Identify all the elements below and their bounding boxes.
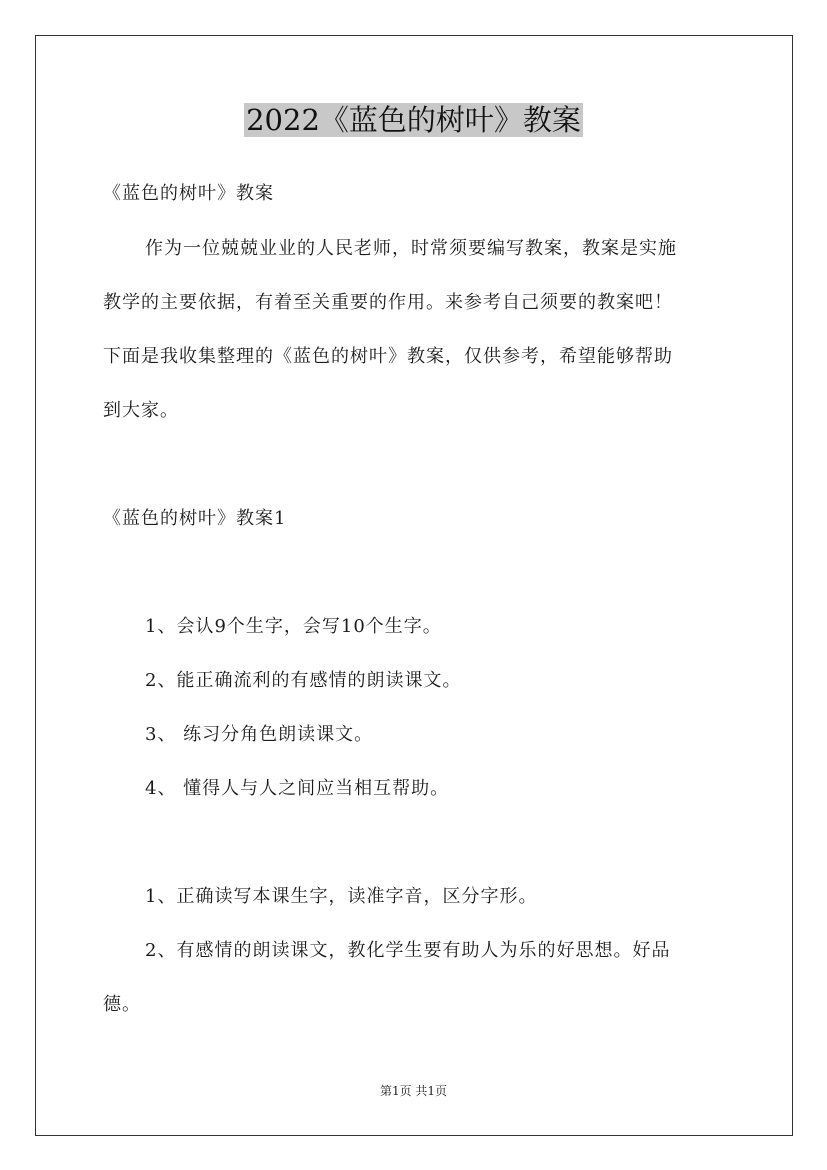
key-point-2: 2、有感情的朗读课文，教化学生要有助人为乐的好思想。好品	[145, 940, 671, 961]
intro-line-3: 下面是我收集整理的《蓝色的树叶》教案，仅供参考，希望能够帮助	[103, 346, 673, 367]
key-point-1: 1、正确读写本课生字，读准字音，区分字形。	[145, 886, 538, 907]
document-subtitle: 《蓝色的树叶》教案	[103, 183, 274, 204]
document-title: 2022《蓝色的树叶》教案	[246, 103, 581, 137]
intro-line-1: 作为一位兢兢业业的人民老师，时常须要编写教案，教案是实施	[145, 238, 677, 259]
goal-item-2: 2、能正确流利的有感情的朗读课文。	[145, 670, 462, 691]
goal-item-1: 1、会认9个生字，会写10个生字。	[145, 616, 442, 637]
goal-item-3: 3、 练习分角色朗读课文。	[145, 724, 374, 745]
page-footer: 第1页 共1页	[379, 1084, 448, 1098]
document-title-row	[0, 100, 827, 140]
intro-line-2: 教学的主要依据，有着至关重要的作用。来参考自己须要的教案吧！	[103, 292, 673, 313]
key-point-2-continued: 德。	[103, 994, 141, 1015]
section-heading: 《蓝色的树叶》教案1	[103, 508, 287, 529]
goal-item-4: 4、 懂得人与人之间应当相互帮助。	[145, 778, 450, 799]
intro-line-4: 到大家。	[103, 400, 179, 421]
